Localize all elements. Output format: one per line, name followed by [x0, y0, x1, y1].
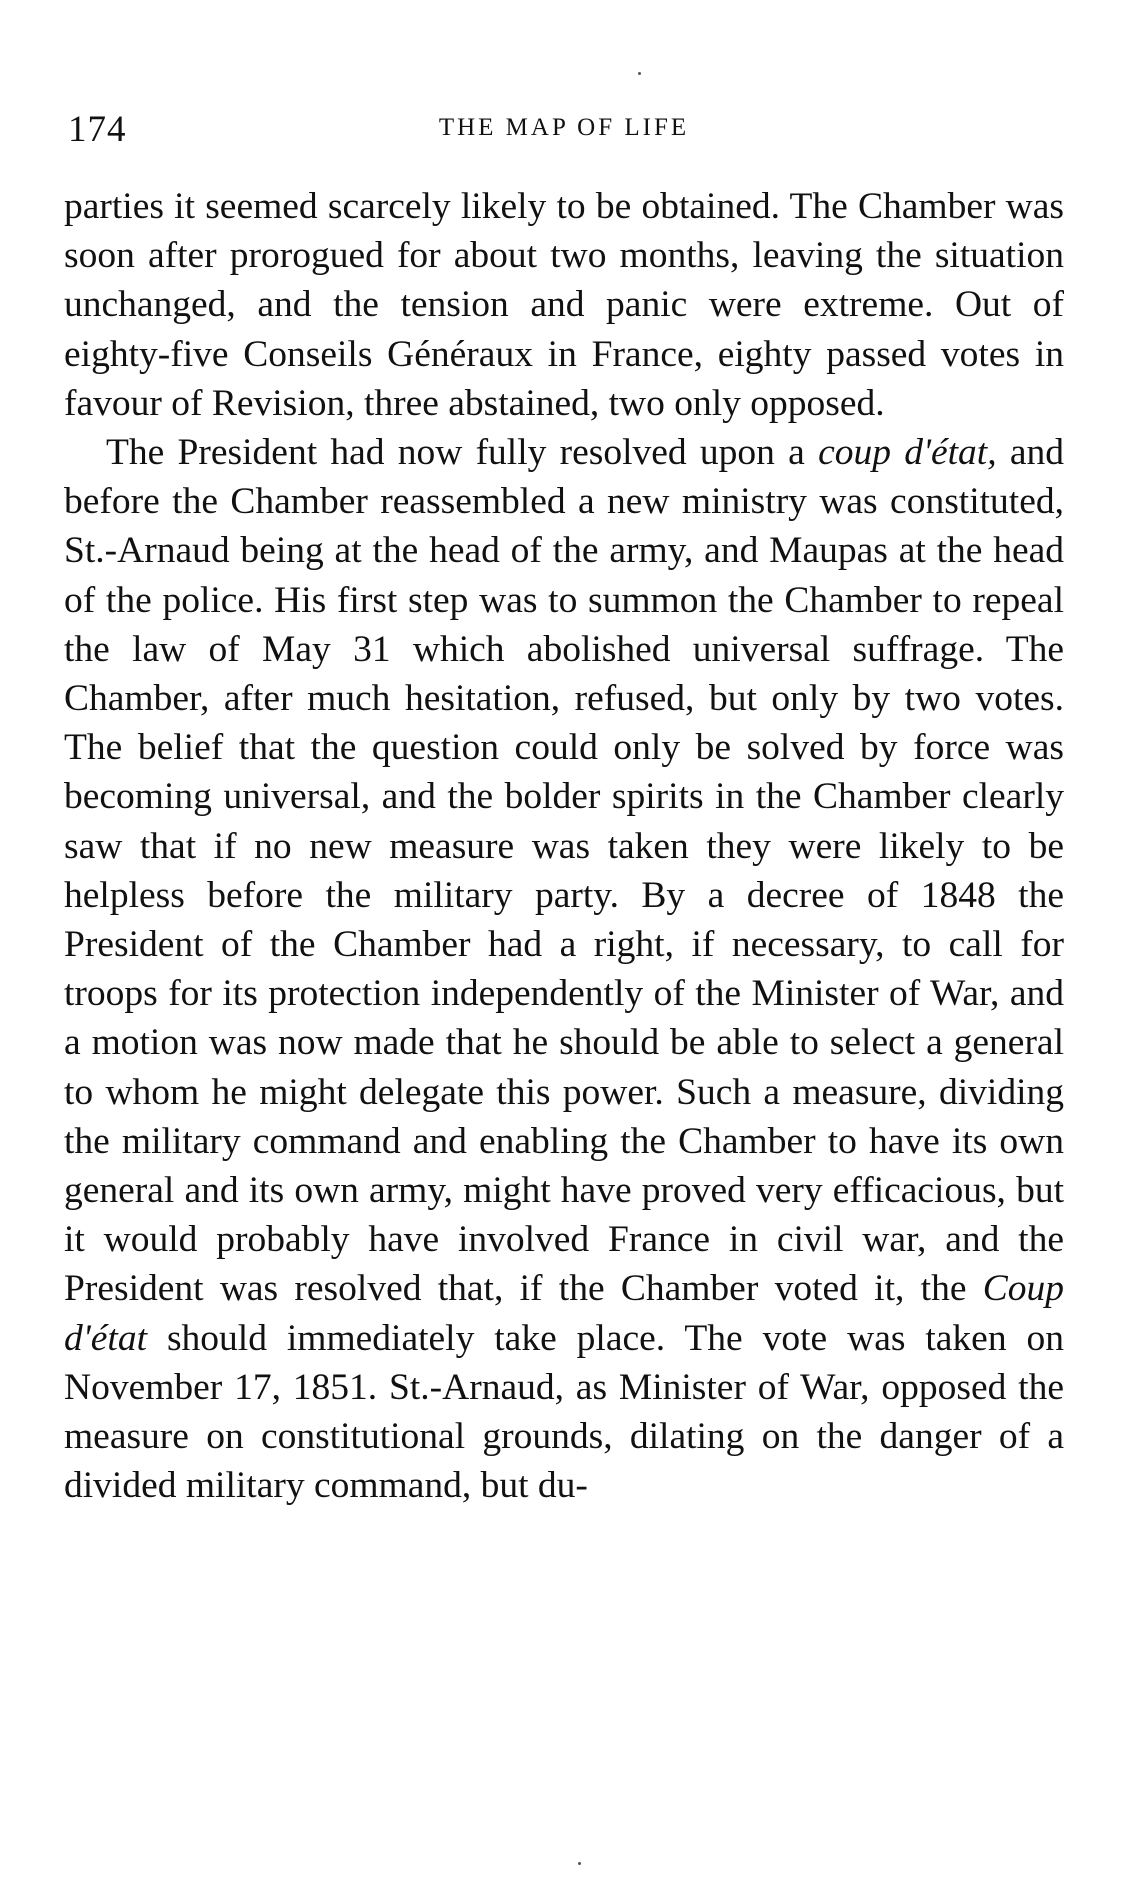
- text-segment: The President had now fully resolved upon a: [106, 432, 819, 474]
- print-speck: [578, 1862, 581, 1865]
- text-segment: and before the Chamber reassembled a new ministry was constituted, St.-Arnaud being at the head of the army, and Maupas at the head of the police. His first step was to summon the Chamber to repeal the law of May 31 which abolished universal suffrage. The Chamber, after much hesitation, refused, but only by two votes. The belief that the question could only be solved by force was becoming universal, and the bolder spirits in the Chamber clearly saw that if no new measure was taken they were likely to be helpless before the military party. By a decree of 1848 the President of the Chamber had a right, if necessary, to call for troops for its protection independently of the Minister of War, and a motion was now made that he should be able to select a general to whom he might delegate this power. Such a measure, dividing the military command and enabling the Chamber to have its own general and its own army, might have proved very efficacious, but it would probably have involved France in civil war, and the President was resolved that, if the Chamber voted it, the: [64, 432, 1064, 1310]
- text-segment: should immediately take place. The vote was taken on November 17, 1851. St.-Arnaud, as Minister of War, opposed the measure on constitutional grounds, dilating on the danger of a divided military command, but du-: [64, 1317, 1064, 1507]
- paragraph: [64, 428, 1064, 1510]
- running-title: THE MAP OF LIFE: [438, 114, 690, 141]
- page-number: 174: [68, 109, 127, 150]
- running-head: [64, 108, 1064, 160]
- print-speck: [638, 72, 641, 75]
- body-text: [64, 182, 1064, 1510]
- paragraph: [64, 182, 1064, 428]
- text-segment: parties it seemed scarcely likely to be obtained. The Chamber was soon after prorogued for about two months, leaving the situation unchanged, and the tension and panic were extreme. Out of eighty-five Conseils Généraux in France, eighty passed votes in favour of Revision, three abstained, two only opposed.: [64, 186, 1064, 424]
- italic-text: coup d'état,: [818, 432, 997, 474]
- italic-text: Coup d'état: [64, 1268, 1064, 1359]
- book-page: [64, 108, 1064, 1510]
